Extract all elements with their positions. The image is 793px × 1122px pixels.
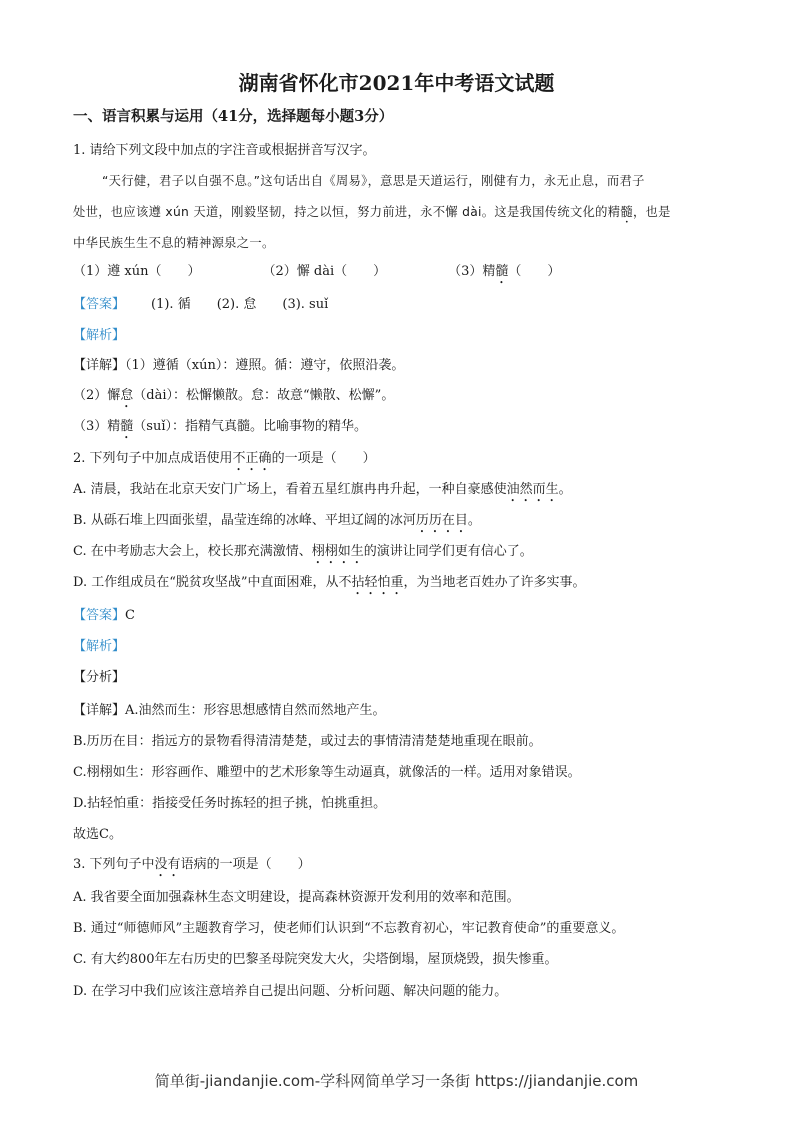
dotted-char: 髓 xyxy=(620,205,633,219)
question-1-blanks xyxy=(73,263,560,287)
question-2-fenxi: 【分析】 xyxy=(73,670,126,685)
question-1-detail-3 xyxy=(73,418,367,442)
question-1-detail-1: 【详解】（1）遵循（xún）：遵照。循：遵守，依照沿袭。 xyxy=(73,358,405,373)
question-2-option-c xyxy=(73,543,533,567)
dotted-char: 髓 xyxy=(495,264,509,279)
stem-text: 2. 下列句子中加点成语使用 xyxy=(73,451,233,466)
option-text: B. 从砾石堆上四面张望，晶莹连绵的冰峰、平坦辽阔的冰河 xyxy=(73,513,416,528)
option-text: 的演讲让同学们更有信心了。 xyxy=(363,544,533,559)
dotted-idiom: 历历在目 xyxy=(415,513,468,528)
question-2-explain-d: D.拈轻怕重：指接受任务时拣轻的担子挑，怕挑重担。 xyxy=(73,796,387,811)
dotted-char: 髓 xyxy=(120,419,134,434)
option-text: 。 xyxy=(558,482,572,497)
question-3-option-c: C. 有大约800年左右历史的巴黎圣母院突发大火，尖塔倒塌，屋顶烧毁，损失惨重。 xyxy=(73,952,558,967)
question-2-option-b xyxy=(73,512,481,536)
option-text: D. 工作组成员在“脱贫攻坚战”中直面困难，从不 xyxy=(73,575,352,590)
passage-text: 处世，也应该遵 xún 天道，刚毅坚韧，持之以恒，努力前进，永不懈 dài。这是我国传统文化的精 xyxy=(73,205,621,219)
dotted-idiom: 栩栩如生 xyxy=(311,544,364,559)
answer-tag: 【答案】 xyxy=(73,297,126,312)
dotted-idiom: 拈轻怕重 xyxy=(351,575,404,590)
stem-text: 语病的一项是（ ） xyxy=(180,857,311,872)
dotted-char: 怠 xyxy=(120,388,134,403)
question-2-stem xyxy=(73,450,376,474)
option-text: 。 xyxy=(467,513,481,528)
blank-3 xyxy=(448,264,560,279)
question-1-stem: 1. 请给下列文段中加点的字注音或根据拼音写汉字。 xyxy=(73,143,376,158)
passage-text: ，也是 xyxy=(632,205,671,219)
option-text: A. 清晨，我站在北京天安门广场上，看着五星红旗冉冉升起，一种自豪感使 xyxy=(73,482,507,497)
question-2-explain-c: C.栩栩如生：形容画作、雕塑中的艺术形象等生动逼真，就像活的一样。适用对象错误。 xyxy=(73,765,581,780)
dotted-text: 没有 xyxy=(154,857,181,872)
question-2-option-a xyxy=(73,481,572,505)
dotted-idiom: 油然而生 xyxy=(506,482,559,497)
footer-watermark: 简单街-jiandanjie.com-学科网简单学习一条街 https://jiandanjie.com xyxy=(154,1072,639,1090)
answer-tag: 【答案】 xyxy=(73,608,126,623)
question-2-option-d xyxy=(73,574,586,598)
page-title: 湖南省怀化市2021年中考语文试题 xyxy=(238,71,555,95)
detail-text: （dài）：松懈懒散。怠：故意“懒散、松懈”。 xyxy=(133,388,395,403)
option-text: ，为当地老百姓办了许多实事。 xyxy=(403,575,586,590)
option-text: C. 在中考励志大会上，校长那充满激情、 xyxy=(73,544,312,559)
question-2-explain-b: B.历历在目：指远方的景物看得清清楚楚，或过去的事情清清楚楚地重现在眼前。 xyxy=(73,734,542,749)
question-1-passage-line-1: “天行健，君子以自强不息。”这句话出自《周易》，意思是天道运行，刚健有力，永无止息，而君子 xyxy=(102,174,645,188)
answer-text: C xyxy=(125,608,135,623)
question-1-passage-line-2 xyxy=(73,203,671,226)
detail-text: （suǐ）：指精气真髓。比喻事物的精华。 xyxy=(133,419,367,434)
question-2-explain-a: 【详解】A.油然而生：形容思想感情自然而然地产生。 xyxy=(73,703,386,718)
stem-text: 的一项是（ ） xyxy=(271,451,376,466)
detail-text: （3）精 xyxy=(73,419,121,434)
question-1-analysis-tag: 【解析】 xyxy=(73,328,126,343)
question-2-analysis-tag: 【解析】 xyxy=(73,639,126,654)
answer-text: (1). 循 (2). 怠 (3). suǐ xyxy=(151,297,329,312)
blank-3-text: （ ） xyxy=(508,264,561,279)
blank-3-text: （3）精 xyxy=(448,264,496,279)
dotted-text: 不正确 xyxy=(232,451,272,466)
blank-2: （2）懈 dài（ ） xyxy=(262,264,387,279)
question-1-passage-line-3: 中华民族生生不息的精神源泉之一。 xyxy=(73,236,275,250)
question-1-detail-2 xyxy=(73,387,394,411)
question-3-option-b: B. 通过“师德师风”主题教育学习，使老师们认识到“不忘教育初心，牢记教育使命”的重要意义。 xyxy=(73,921,625,936)
question-2-answer xyxy=(73,607,135,625)
question-3-option-a: A. 我省要全面加强森林生态文明建设，提高森林资源开发利用的效率和范围。 xyxy=(73,890,520,905)
stem-text: 3. 下列句子中 xyxy=(73,857,155,872)
detail-text: （2）懈 xyxy=(73,388,121,403)
question-3-stem xyxy=(73,856,311,880)
question-3-option-d: D. 在学习中我们应该注意培养自己提出问题、分析问题、解决问题的能力。 xyxy=(73,984,508,999)
question-1-answer xyxy=(73,296,328,314)
question-2-conclusion: 故选C。 xyxy=(73,827,122,842)
blank-1: （1）遵 xún（ ） xyxy=(73,264,201,279)
section-heading: 一、语言积累与运用（41分，选择题每小题3分） xyxy=(73,108,394,125)
